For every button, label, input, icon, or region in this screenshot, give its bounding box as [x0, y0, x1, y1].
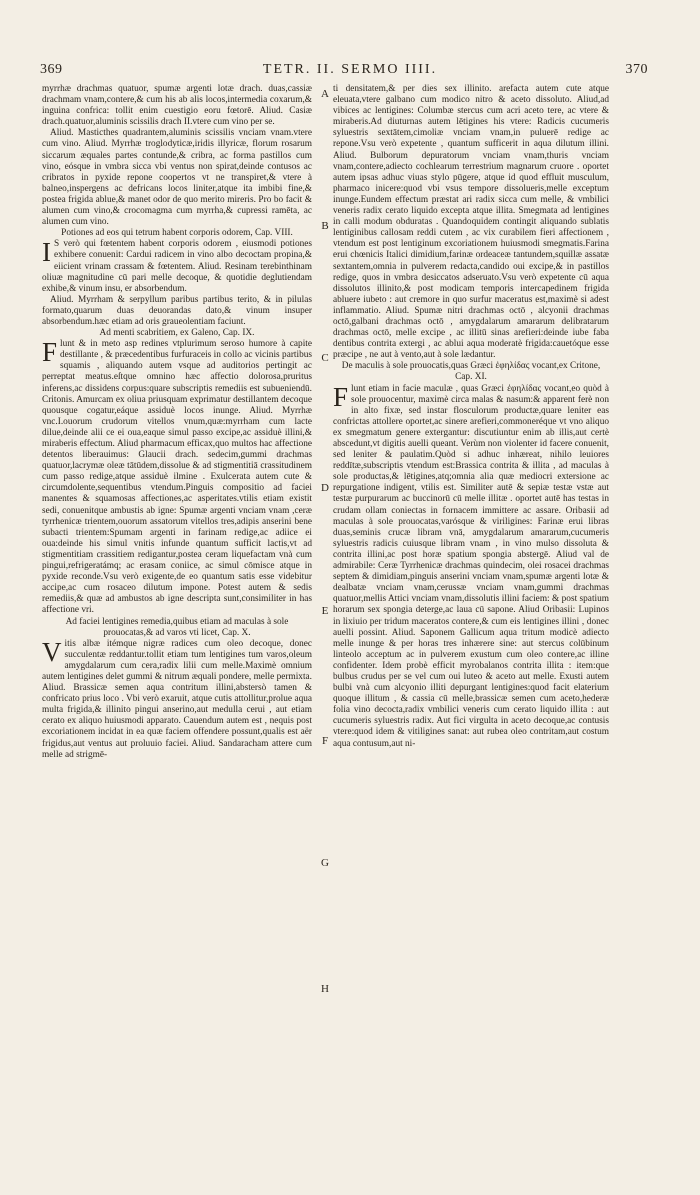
chapter-heading: Ad faciei lentigines remedia,quibus etiam ad maculas à sole prouocatas,& ad varos vti licet, Cap. X. [65, 616, 289, 638]
initial-letter: F [333, 381, 349, 412]
page-number-left: 369 [40, 62, 63, 77]
left-column [42, 84, 312, 1154]
running-head-title: TETR. II. SERMO IIII. [262, 62, 438, 77]
paragraph: I S verò qui fœtentem habent corporis odorem , eiusmodi potiones exhibere conuenit: Cardui radicem in vino albo decoctam propina,& eiicient vrinam crassam & fœtentem. Aliud. Resinam terebinthinam oliuæ magnitudine cū pari melle decoque, & quotidie deglutiendam exhibe,& vinum insu, er absorbendum. [42, 237, 312, 294]
paragraph: Aliud. Myrrham & serpyllum paribus partibus terito, & in pilulas formato,quarum duas deuorandas dato,& vinum insuper absorbendum.hæc etiam ad oris graueolentiam faciunt. [42, 294, 312, 327]
margin-letter-d: D [321, 482, 329, 494]
paragraph: ti densitatem,& per dies sex illinito. arefacta autem cute atque eleuata,vtere galbano cum modico nitro & aceto dissoluto. Aliud,ad vibices ac lentigines: Columbæ stercus cum acri aceto tere, ac vtere & miraberis.Ad diuturnas autem lētigines his vtere: Radicis cucumeris syluestris sextātem,cimoliæ vnciam vnam,in puluerē redige ac repone.Vsu verò expetente , quantum sufficerit in aqua dilutum illini. Aliud. Bulborum depuratorum vnciam vnam,thuris vnciam vnam,contere,adiecto cochlearum terrestrium magnarum cruore . oportet autem ipsas adhuc viuas stylo pūgere, atque id quod effluit musculum, pharmaco inicere:quod vbi vsus tempore dissolueris,melle exceptum inunge.Eundem effectum præstat ari radix sicca cum melle, & vmbilici veneris radix cerato liquido excepta atque illita. Smegmata ad lentigines in calli modum obduratas . Quandoquidem contingit aliquando sublatis lentiginibus callosam reddi cutem , ac vix curabilem fieri affectionem , vtendum est post lentiginum excoriationem huiusmodi smegmatis.Farina erui chœnicis Italici dimidium,farinæ ordeaceæ tantundem,squillæ assatæ sextantem,omnia in pulverem redacta,candido oui excipe,& in pastillos redige, quos in vmbra desiccatos adseruato.Vsu verò expetente cū aqua dissolutos illinito,& post modicam temporis intercapedinem frigida abluere iubeto : aut cremore in quo surfur maceratus est,maximè si adest inflammatio. Aliud. Spumæ nitri drachmas octō , alcyonii drachmas octō,galbani drachmas octō , amygdalarum amararum delibratarum drachmas octō, melle excipe , ac illitū sinas arefieri:deinde iube faba dentibus contrita extergi , ac ablui aqua moderatè frigida:cauetóque esse præcipe , ne aut à vento,aut à sole lædantur. [333, 84, 609, 361]
paragraph: myrrhæ drachmas quatuor, spumæ argenti lotæ drach. duas,cassiæ drachmam vnam,contere,& cum his ab alis locos,intermedia coxarum,& inguina confrica: tollit enim cuestigio eoru fœtorē. Aliud. Casiæ drach.quatuor,aluminis scissilis drach II.vtere cum vino per se. [42, 84, 312, 128]
margin-letter-h: H [321, 983, 329, 995]
running-header [30, 62, 670, 84]
chapter-heading: Ad menti scabritiem, ex Galeno, Cap. IX. [99, 328, 255, 339]
margin-letter-a: A [321, 88, 329, 100]
chapter-heading: Potiones ad eos qui tetrum habent corporis odorem, Cap. VIII. [61, 228, 293, 239]
right-column [333, 84, 609, 1154]
initial-letter: I [42, 237, 51, 268]
margin-letter-e: E [321, 605, 329, 617]
paragraph: Flunt etiam in facie maculæ , quas Græci ἐφηλίδας vocant,eo quòd à sole prouocentur, maximè circa malas & nasum:& apparent ferè non in alto fixæ, sed instar flosculorum productæ,quare leniter eas confrictas attollere oportet,ac sinere arefieri,commoneréque vt vno aliquo ex smegmatum genere extergantur: discutiuntur enim ab illis,aut certè abscedunt,vt digitis auelli queant. Verùm non violenter id facere conuenit, sed leniter & paulatim.Quòd si adhuc inhæreat, nihilo leuiores reddītæ,subscriptis vtendum est:Brassica contrita & illita , ad maculas à sole productas,& lētigines,atq;omnia alia quæ mediocri extersione ac repurgatione indigent, vtilis est. Similiter autē & sepiæ testæ vstæ aut testæ purpurarum ac buccinorū cū melle illitæ . oportet autē has testas in crudam ollam coniectas in fornacem immittere ac assare. Oribasii ad maculas à sole prouocatas,varósque & viriligines: Farinæ erui libras duas,seminis crucæ libram vnā, amygdalarum amararum,cucumeris syluestris radicis cuiusque libram vnam , in vino mulso dissoluta & contrita illini,ac post horæ spatium spongia abstergē. Aliud val de admirabile: Ceræ Tyrrhenicæ drachmas quindecim, olei rosacei drachmas septem & dimidiam,pinguis anserini vnciam vnam,spumæ argenti lotæ & dealbatæ vnciam vnam,cerussæ vnciam vnam,gummi drachmas quatuor,mellis Attici vnciam vnam,dissolutis illini faciem: & post spatium horarum sex spongia deterge,ac laua cū sapone. Aliud Oribasii: Lupinos in lixiuio per tridum maceratos contere,& cum eis lentigines illini , donec auelli possint. Aliud. Saponem Gallicum aqua tritum modicè adiecto melle inunge & per horas tres inhærere sine: aut stercus colūbinum linteolo acceptum ac in pulverem exustum cum oleo contere,ac illine confidenter. Idem probè efficit myrobalanos contrita illita : item:que bulbus crudus per se vel cum oui luteo & aceto aut melle. Exusti autem bulbi vnà cum alcyonio illiti depurgant lentigines:quod facit elaterium quoque illitum , & cassia cū melle,brassicæ semen cum aceto,hederæ folia vino decocta,radix vmbilici veneris cum cerato liquido illita : aut cucumeris syluestris radix. Aut fici virgulta in aceto decoque,ac contusis vtere:quod idem & vitiligines sanat: aut rubea oleo contritam,aut costum aqua contusum,aut ni- [333, 381, 609, 749]
column-gutter [321, 88, 322, 1088]
margin-letter-b: B [321, 220, 329, 232]
initial-letter: V [42, 636, 62, 667]
page-number-right: 370 [625, 62, 648, 77]
paragraph: Vitis albæ itémque nigræ radices cum oleo decoque, donec succulentæ reddantur.tollit etiam tum lentigines tum varos,oleum amygdalarum cum cera,radix lilii cum melle.Maximè omnium autem lentigines delet gummi & nitrum æquali pondere, melle permixta. Aliud. Brassicæ semen aqua contritum illini,abstersò tamen & confricato prius loco . Vbi verò exaruit, atque cutis attollitur,prolue aqua multa frigida,& illinito pingui anserino,aut medulla cerui , aut etiam cerato ex aliquo huiusmodi apparato. Cauendum autem est , nequis post excoriationem incidat in ea quæ faciem offendere possunt,qualis est aër frigidus,aut ventus aut proluuio faciei. Aliud. Sandaracham attere cum melle ad strigmē- [42, 636, 312, 760]
paragraph: Aliud. Masticthes quadrantem,aluminis scissilis vnciam vnam.vtere cum vino. Aliud. Myrrhæ troglodyticæ,iridis illyricæ, florum rosarum siccarum æquales partes contunde,& cribra, ac forma pastillos cum vino, eósque in vmbra sicca vbi ventus non spirat,deinde contusos ac cribratos in pyxide repone coopertos vt ne transpiret,& vtere à balneo,inspergens ac defricans locos liniter,atque ita imbibi fine,& postea frigida ablue,& manet odor de quo merito mireris. Pro bo facit & alumen cum vino,& crocomagma cum myrrha,& cupressi ramēta, ac alumen cum vino. [42, 128, 312, 228]
initial-letter: F [42, 337, 58, 368]
margin-letter-f: F [321, 735, 329, 747]
paragraph: Flunt & in meto asp redines vtplurimum seroso humore à capite destillante , & præcedentibus furfuraceis in collo ac vicinis partibus squamis , aliquando autem vsque ad auditorios pertingit ac perreptat meatus.eſtque omnino hæc affectio dolorosa,pruritus inferens,ac dissidens corpus:quare subscriptis remediis est subueniendū. Critonis. Amurcam ex oliua priusquam exprimatur destillantem decoque quousque cogatur,eáque assiduè locos inunge. Aliud. Myrrhæ vnc.I.ouorum crudorum vitellos vnum,quæ:myrrham cum lacte dilue,deinde alii ce ei oua,eaque simul passo excipe,ac assiduè illini,& miraberis effectum. Aliud pharmacum efficax,quo multos hac affectione detentos liberauimus: Glaucii drach. sedecim,gummi drachmas quatuor,lacrymæ oleæ tātūdem,dissolue & ad stigmentitiā crassitudinem cum passo redige,atque assiduè ilmine . Exulcerata autem cute & circumdolente,sequentibus vtendum.Pinguis compositio ad faciei manentes & squamosas affectiones,ac asperitates.vtilis etiam existit sedi, conuenitque ambustis ab igne: Spumæ argenti vnciam vnam ,ceræ tyrrhenicæ trientem,ouorum assatorum vitellos tres,adipis anserini bene subacti trientem:Spumam argenti in farinam redige,ac adiice ei oua:deinde his simul vnitis infunde quantum sufficit lactis,vt ad stigmentitiam crassitiem redigantur,postea ceram liquefactam vnà cum pingui,refrigeratámq; ac erasam coniice, ac simul cōmisce atque in pyxide reconde.Vsu verò exigente,de eo quantum satis esse videbitur accipe,ac cum rosaceo dilutum impone. Potest autem & sedis remediis,& quæ ad ambustos ab igne descripta sunt,consimiliter in has affectione vri. [42, 337, 312, 616]
margin-letter-g: G [321, 857, 329, 869]
chapter-heading: De maculis à sole prouocatis,quas Græci ἐφηλίδας vocant,ex Critone, Cap. XI. [341, 361, 601, 383]
margin-letter-c: C [321, 352, 329, 364]
